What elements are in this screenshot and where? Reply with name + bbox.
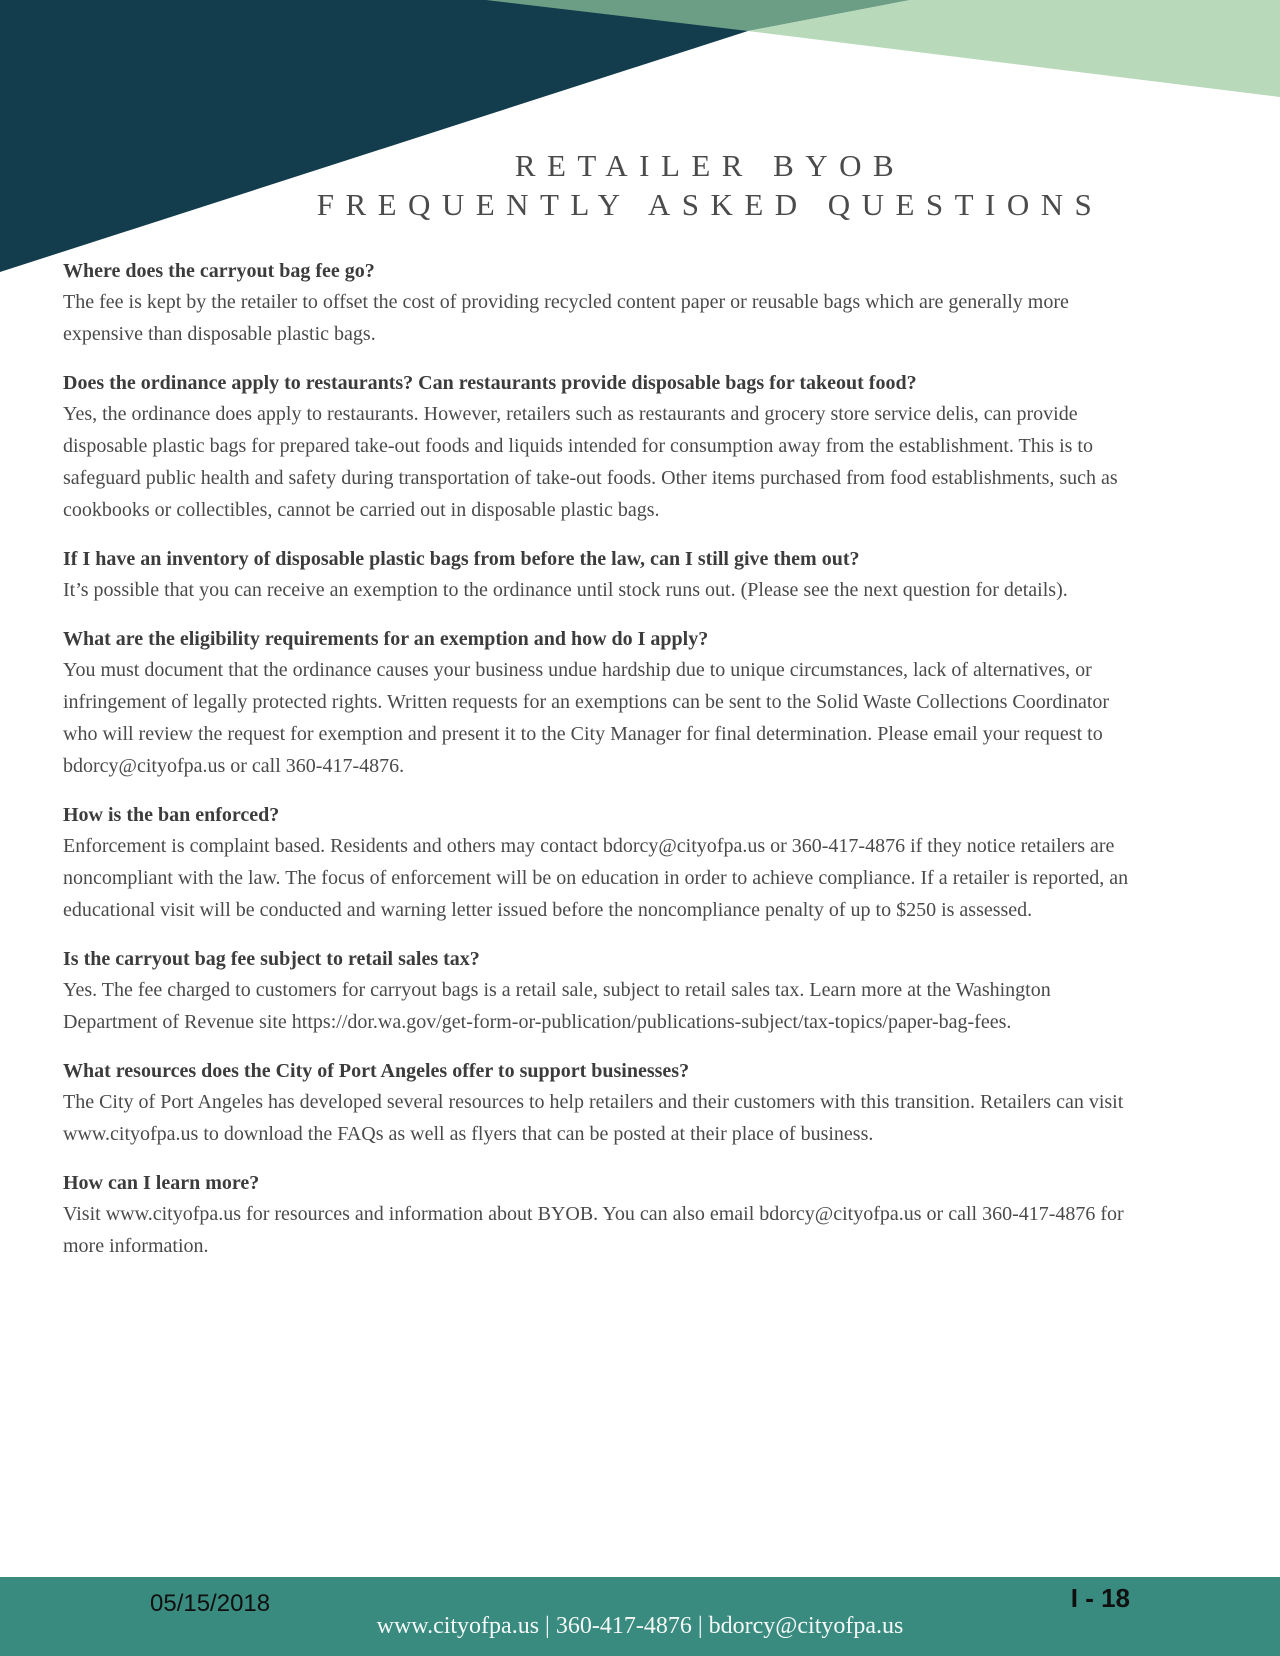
title-line-2: FREQUENTLY ASKED QUESTIONS	[316, 187, 1104, 222]
faq-answer: It’s possible that you can receive an exemption to the ordinance until stock runs out. (Please see the next question for details).	[63, 579, 1068, 601]
faq-answer: Yes. The fee charged to customers for carryout bags is a retail sale, subject to retail sales tax. Learn more at the Washington Department of Revenue site https://dor.wa.gov/get-form-or-publication/publications-subject/tax-topics/paper-bag-fees.	[63, 979, 1051, 1033]
footer-contact: www.cityofpa.us | 360-417-4876 | bdorcy@cityofpa.us	[376, 1613, 904, 1639]
faq-answer: The fee is kept by the retailer to offset the cost of providing recycled content paper or reusable bags which are generally more expensive than disposable plastic bags.	[63, 291, 1069, 345]
footer-date: 05/15/2018	[150, 1590, 271, 1617]
footer-band	[0, 1577, 1280, 1656]
faq-item	[63, 368, 1140, 526]
faq-list	[63, 256, 1140, 1280]
faq-answer: Enforcement is complaint based. Residents and others may contact bdorcy@cityofpa.us or 360-417-4876 if they notice retailers are noncompliant with the law. The focus of enforcement will be on education in order to achieve compliance. If a retailer is reported, an educational visit will be conducted and warning letter issued before the noncompliance penalty of up to $250 is assessed.	[63, 835, 1129, 921]
faq-item	[63, 624, 1140, 782]
faq-question: How is the ban enforced?	[63, 804, 280, 826]
footer-page-number: I - 18	[1070, 1583, 1130, 1613]
faq-question: Does the ordinance apply to restaurants? Can restaurants provide disposable bags for takeout food?	[63, 372, 917, 394]
faq-item	[63, 1056, 1140, 1150]
faq-question: Where does the carryout bag fee go?	[63, 260, 375, 282]
faq-answer: The City of Port Angeles has developed several resources to help retailers and their customers with this transition. Retailers can visit www.cityofpa.us to download the FAQs as well as flyers that can be posted at their place of business.	[63, 1091, 1124, 1145]
faq-question: What are the eligibility requirements for an exemption and how do I apply?	[63, 628, 709, 650]
faq-answer: You must document that the ordinance causes your business undue hardship due to unique circumstances, lack of alternatives, or infringement of legally protected rights. Written requests for an exemptions can be sent to the Solid Waste Collections Coordinator who will review the request for exemption and present it to the City Manager for final determination. Please email your request to bdorcy@cityofpa.us or call 360-417-4876.	[63, 659, 1110, 777]
faq-item	[63, 256, 1140, 350]
faq-item	[63, 800, 1140, 926]
faq-answer: Visit www.cityofpa.us for resources and information about BYOB. You can also email bdorcy@cityofpa.us or call 360-417-4876 for more information.	[63, 1203, 1124, 1257]
faq-item	[63, 1168, 1140, 1262]
title-line-1: RETAILER BYOB	[514, 148, 906, 183]
faq-question: What resources does the City of Port Angeles offer to support businesses?	[63, 1060, 690, 1082]
header-decoration	[0, 0, 1280, 280]
faq-answer: Yes, the ordinance does apply to restaurants. However, retailers such as restaurants and grocery store service delis, can provide disposable plastic bags for prepared take-out foods and liquids intended for consumption away from the establishment. This is to safeguard public health and safety during transportation of take-out foods. Other items purchased from food establishments, such as cookbooks or collectibles, cannot be carried out in disposable plastic bags.	[63, 403, 1118, 521]
faq-question: If I have an inventory of disposable plastic bags from before the law, can I still give them out?	[63, 548, 860, 570]
faq-question: Is the carryout bag fee subject to retail sales tax?	[63, 948, 480, 970]
page-title	[140, 146, 1280, 224]
faq-question: How can I learn more?	[63, 1172, 260, 1194]
faq-item	[63, 944, 1140, 1038]
navy-triangle	[0, 0, 844, 272]
faq-item	[63, 544, 1140, 606]
